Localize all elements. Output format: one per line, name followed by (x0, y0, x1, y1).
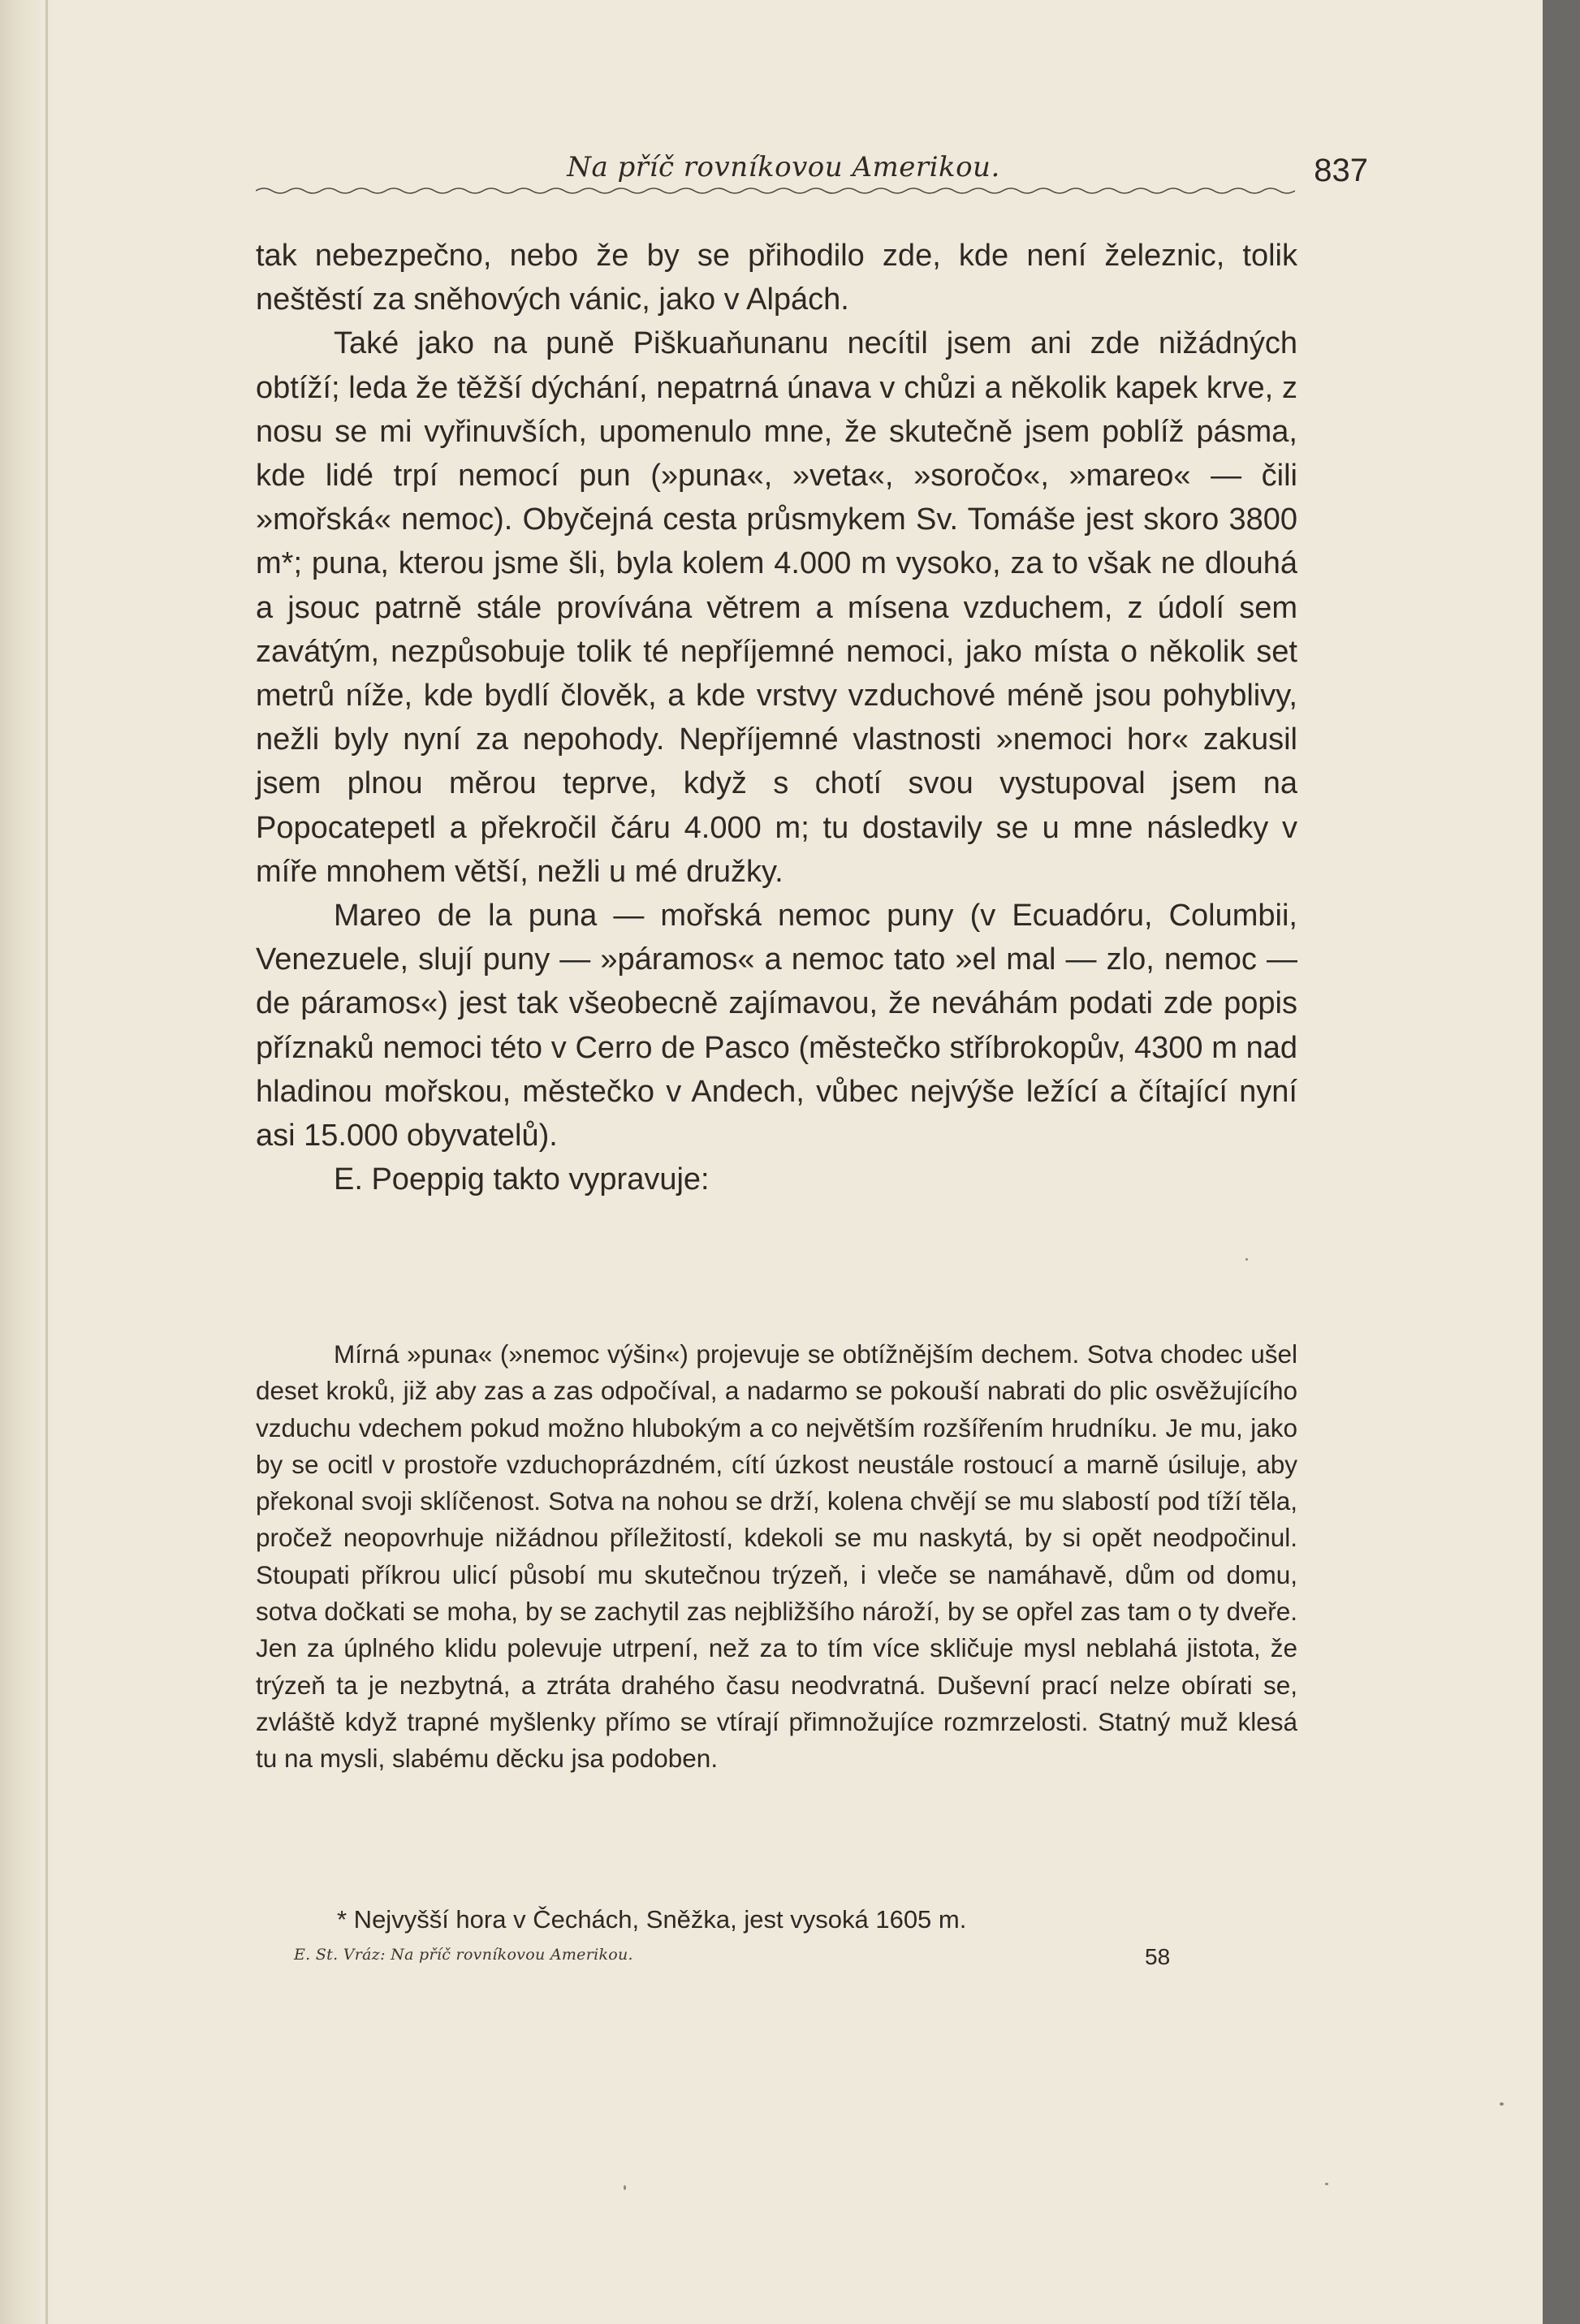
spine-shadow (0, 0, 57, 2324)
footnote: * Nejvyšší hora v Čechách, Sněžka, jest vysoká 1605 m. (337, 1905, 967, 1934)
paragraph: tak nebezpečno, nebo že by se přihodilo zde, kde není železnic, tolik neštěstí za sněhových vánic, jako v Alpách. (256, 239, 1297, 317)
quote-paragraph: Mírná »puna« (»nemoc výšin«) projevuje se obtížnějším dechem. Sotva chodec ušel deset kroků, již aby zas a zas odpočíval, a nadarmo se pokouší nabrati do plic osvěžujícího vzduchu vdechem pokud možno hlubokým a co největším rozšířením hrudníku. Je mu, jako by se ocitl v prostoře vzduchoprázdném, cítí úzkost neustále rostoucí a marně úsiluje, aby překonal svoji sklíčenost. Sotva na nohou se drží, kolena chvějí se mu slabostí pod tíží těla, pročež neopovrhuje nižádnou příležitostí, kdekoli se mu naskytá, by si opět neodpočinul. Stoupati příkrou ulicí působí mu skutečnou trýzeň, i vleče se namáhavě, dům od domu, sotva dočkati se moha, by se zachytil zas nejbližšího nároží, by se opřel zas tam o ty dveře. Jen za úplného klidu polevuje utrpení, než za to tím více skličuje mysl neblahá jistota, že trýzeň ta je nezbytná, a ztráta drahého času neodvratná. Duševní prací nelze obírati se, zvláště když trapné myšlenky přímo se vtírají přimnožujíce rozmrzelosti. Statný muž klesá tu na mysli, slabému děcku jsa podoben. (256, 1339, 1297, 1774)
sheet-number: 58 (1145, 1944, 1171, 1969)
quoted-passage (256, 1336, 1297, 1778)
wavy-rule-ornament (256, 186, 1295, 196)
main-text (256, 234, 1297, 1201)
spine-fold-line (45, 0, 48, 2324)
paragraph: Také jako na puně Piškuaňunanu necítil jsem ani zde nižádných obtíží; leda že těžší dýchání, nepatrná únava v chůzi a několik kapek krve, z nosu se mi vyřinuvších, upomenulo mne, že skutečně jsem poblíž pásma, kde lidé trpí nemocí pun (»puna«, »veta«, »soročo«, »mareo« — čili »mořská« nemoc). Obyčejná cesta průsmykem Sv. Tomáše jest skoro 3800 m*; puna, kterou jsme šli, byla kolem 4.000 m vysoko, za to však ne dlouhá a jsouc patrně stále provívána větrem a mísena vzduchem, z údolí sem zavátým, nezpůsobuje tolik té nepříjemné nemoci, jako místa o několik set metrů níže, kde bydlí člověk, a kde vrstvy vzduchové méně jsou pohyblivy, nežli byly nyní za nepohody. Nepříjemné vlastnosti »nemoci hor« zakusil jsem plnou měrou teprve, když s chotí svou vystupoval jsem na Popocatepetl a překročil čáru 4.000 m; tu dostavily se u mne následky v míře mnohem větší, nežli u mé družky. (256, 326, 1297, 889)
running-head (256, 143, 1368, 200)
running-title: Na příč rovníkovou Amerikou. (567, 151, 1000, 183)
printer-signature: E. St. Vráz: Na příč rovníkovou Amerikou. (294, 1946, 633, 1964)
paragraph: E. Poeppig takto vypravuje: (334, 1162, 710, 1197)
scan-edge (1543, 0, 1580, 2324)
paragraph: Mareo de la puna — mořská nemoc puny (v Ecuadóru, Columbii, Venezuele, slují puny — »páramos« a nemoc tato »el mal — zlo, nemoc — de páramos«) jest tak všeobecně zajímavou, že neváhám podati zde popis příznaků nemoci této v Cerro de Pasco (městečko stříbrokopův, 4300 m nad hladinou mořskou, městečko v Andech, vůbec nejvýše ležící a čítající nyní asi 15.000 obyvatelů). (256, 899, 1297, 1153)
page-number: 837 (1314, 153, 1368, 188)
